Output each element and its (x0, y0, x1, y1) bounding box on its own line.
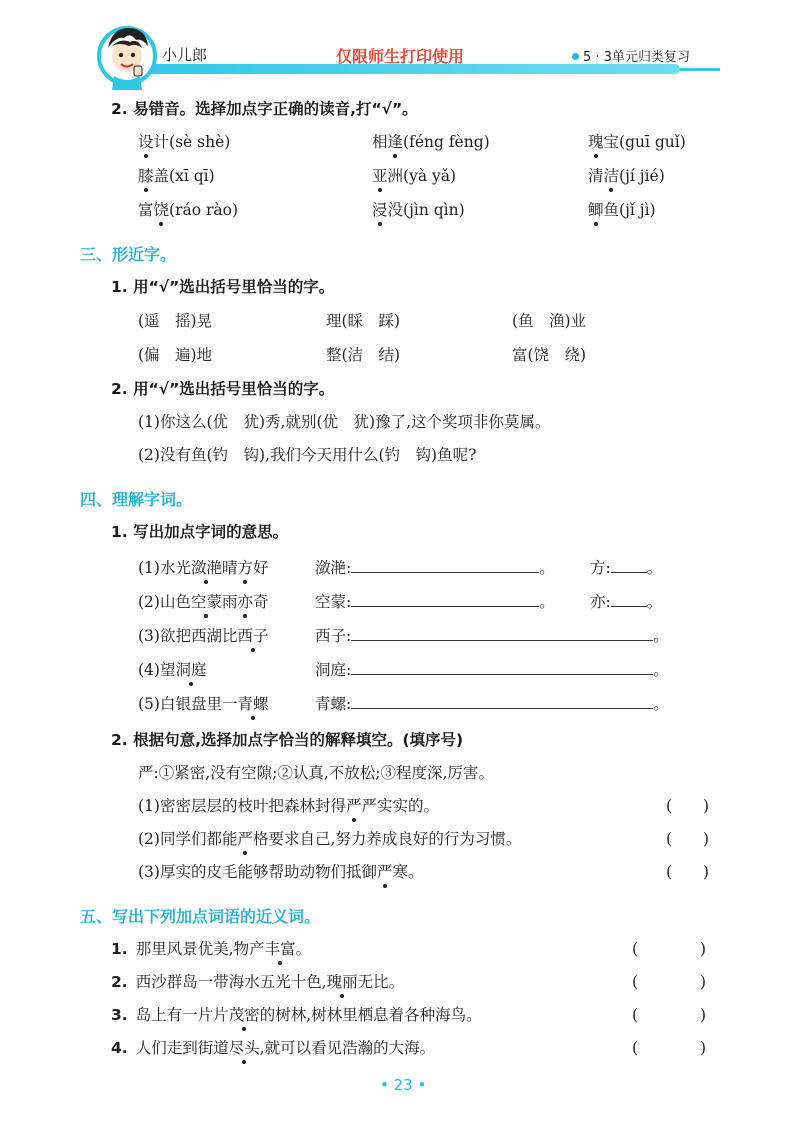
poem-line: (4)望洞庭 (138, 658, 207, 680)
choice-item: 整(洁 结) (326, 346, 401, 364)
meaning-answer: 亦: 。 (590, 590, 662, 612)
pron-item: 设计(sè shè) (138, 130, 230, 152)
pron-item: 浸没(jìn qìn) (372, 198, 465, 220)
section-title: 三、形近字。 (80, 245, 177, 264)
pron-item: 瑰宝(guī guǐ) (588, 130, 686, 152)
answer-parentheses[interactable]: ( ) (632, 940, 707, 958)
answer-parentheses[interactable]: ( ) (666, 830, 710, 848)
brand-name: 小儿郎 (162, 46, 208, 64)
meaning-answer: 西子: 。 (315, 624, 669, 646)
print-notice: 仅限师生打印使用 (336, 47, 465, 66)
question-title: 1. 写出加点字词的意思。 (111, 523, 289, 541)
sentence-item: (3)厚实的皮毛能够帮助动物们抵御严寒。 (138, 860, 424, 882)
answer-parentheses[interactable]: ( ) (632, 973, 707, 991)
pron-item: 膝盖(xī qī) (138, 164, 215, 186)
answer-blank[interactable] (351, 624, 653, 641)
answer-parentheses[interactable]: ( ) (632, 1006, 707, 1024)
question-title: 2. 用“√”选出括号里恰当的字。 (111, 380, 335, 398)
meaning-answer: 空蒙: 。 (315, 590, 555, 612)
poem-line: (3)欲把西湖比西子 (138, 624, 269, 646)
pron-item: 亚洲(yà yǎ) (372, 164, 456, 186)
answer-parentheses[interactable]: ( ) (666, 797, 710, 815)
answer-parentheses[interactable]: ( ) (632, 1039, 707, 1057)
poem-line: (5)白银盘里一青螺 (138, 692, 269, 714)
meanings-list: 严:①紧密,没有空隙;②认真,不放松;③程度深,厉害。 (138, 764, 494, 782)
choice-sentence: (1)你这么(优 犹)秀,就别(优 犹)豫了,这个奖项非你莫属。 (138, 413, 551, 431)
sentence-item: (1)密密层层的枝叶把森林封得严严实实的。 (138, 794, 439, 816)
answer-blank[interactable] (351, 556, 539, 573)
section-title: 四、理解字词。 (80, 490, 193, 509)
unit-tag: 5 · 3单元归类复习 (583, 50, 690, 65)
answer-parentheses[interactable]: ( ) (666, 863, 710, 881)
answer-blank[interactable] (351, 692, 653, 709)
choice-item: (遥 摇)晃 (138, 312, 213, 330)
poem-line: (2)山色空蒙雨亦奇 (138, 590, 269, 612)
sentence-item: (2)同学们都能严格要求自己,努力养成良好的行为习惯。 (138, 827, 521, 849)
answer-blank[interactable] (351, 658, 653, 675)
answer-blank[interactable] (351, 590, 539, 607)
pron-item: 相逢(féng fèng) (372, 130, 490, 152)
poem-line: (1)水光潋滟晴方好 (138, 556, 269, 578)
answer-blank[interactable] (611, 590, 647, 607)
choice-sentence: (2)没有鱼(钓 钩),我们今天用什么(钓 钩)鱼呢? (138, 446, 477, 464)
synonym-item: 4. 人们走到街道尽头,就可以看见浩瀚的大海。 (111, 1036, 435, 1058)
synonym-item: 2. 西沙群岛一带海水五光十色,瑰丽无比。 (111, 970, 404, 992)
meaning-answer: 洞庭: 。 (315, 658, 669, 680)
choice-item: (鱼 渔)业 (512, 312, 587, 330)
unit-dot-icon (572, 53, 579, 60)
pron-item: 清洁(jí jié) (588, 164, 665, 186)
answer-blank[interactable] (611, 556, 647, 573)
boy-mascot-icon (96, 18, 158, 92)
choice-item: 富(饶 绕) (512, 346, 587, 364)
meaning-answer: 方: 。 (590, 556, 662, 578)
synonym-item: 1. 那里风景优美,物产丰富。 (111, 937, 311, 959)
section-title: 五、写出下列加点词语的近义词。 (80, 907, 321, 926)
meaning-answer: 青螺: 。 (315, 692, 669, 714)
pron-item: 鲫鱼(jǐ jì) (588, 198, 656, 220)
question-title: 1. 用“√”选出括号里恰当的字。 (111, 278, 335, 296)
page-header (0, 0, 800, 92)
synonym-item: 3. 岛上有一片片茂密的树林,树林里栖息着各种海鸟。 (111, 1003, 482, 1025)
pron-item: 富饶(ráo rào) (138, 198, 238, 220)
page-number: • 23 • (380, 1076, 427, 1094)
choice-item: 理(睬 踩) (326, 312, 401, 330)
choice-item: (偏 遍)地 (138, 346, 213, 364)
question-title: 2. 根据句意,选择加点字恰当的解释填空。(填序号) (111, 731, 464, 749)
meaning-answer: 潋滟: 。 (315, 556, 555, 578)
question-title: 2. 易错音。选择加点字正确的读音,打“√”。 (111, 100, 418, 118)
